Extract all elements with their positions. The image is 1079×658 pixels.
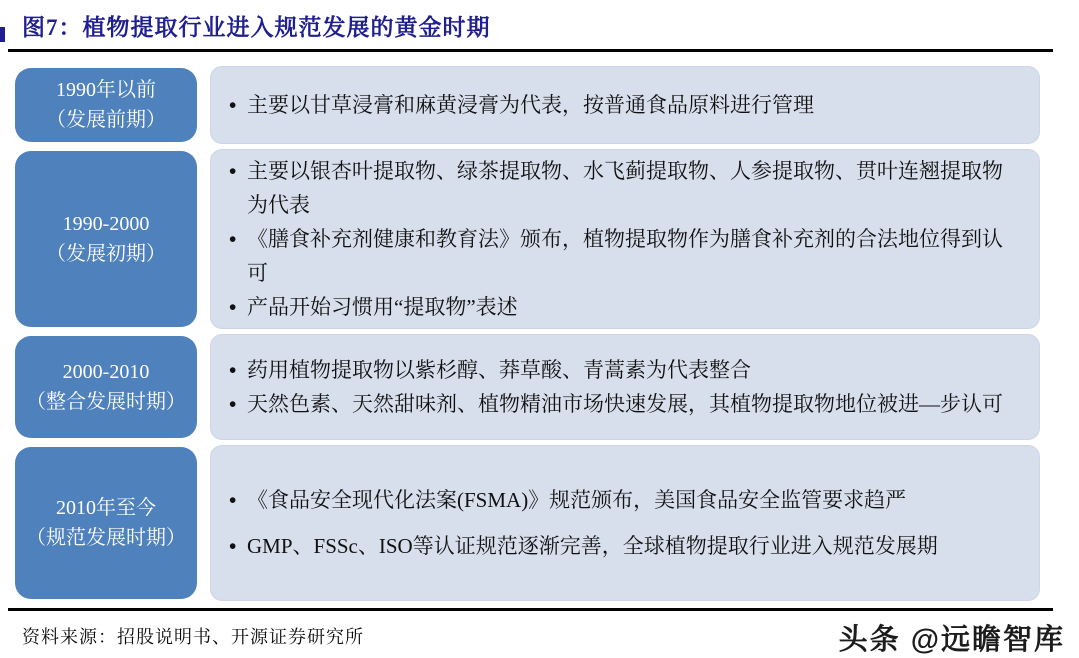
bullet-item xyxy=(229,353,1013,387)
figure-title: 图7：植物提取行业进入规范发展的黄金时期 xyxy=(22,15,491,40)
bullet-icon: • xyxy=(229,392,237,416)
bullet-item xyxy=(229,529,1013,563)
title-underline xyxy=(8,49,1053,52)
bullet-icon: • xyxy=(229,93,237,117)
bullet-item xyxy=(229,387,1013,421)
phase-content-box xyxy=(210,445,1040,601)
phase-name: （发展前期） xyxy=(46,109,166,131)
bullet-text: 产品开始习惯用“提取物”表述 xyxy=(247,295,518,319)
bullet-item xyxy=(229,290,1013,324)
phase-name: （规范发展时期） xyxy=(26,527,186,549)
phase-period: 2000-2010 xyxy=(62,361,150,383)
phase-period: 2010年至今 xyxy=(56,497,156,519)
phase-name: （整合发展时期） xyxy=(26,391,186,413)
phase-name: （发展初期） xyxy=(46,243,166,265)
left-edge-mark xyxy=(0,27,5,42)
timeline xyxy=(0,66,1079,601)
bullet-item xyxy=(229,483,1013,517)
phase-label-box xyxy=(15,336,197,438)
source-note: 资料来源：招股说明书、开源证券研究所 xyxy=(22,627,364,647)
bullet-text: 药用植物提取物以紫杉醇、莽草酸、青蒿素为代表整合 xyxy=(247,358,751,382)
phase-label-box xyxy=(15,68,197,142)
timeline-row-1990-2000 xyxy=(15,149,1040,329)
bullet-text: 主要以甘草浸膏和麻黄浸膏为代表，按普通食品原料进行管理 xyxy=(247,93,814,117)
bullet-icon: • xyxy=(229,159,237,183)
bullet-text: 天然色素、天然甜味剂、植物精油市场快速发展，其植物提取物地位被进—步认可 xyxy=(247,392,1003,416)
phase-period: 1990年以前 xyxy=(56,79,156,101)
timeline-row-1990-before xyxy=(15,66,1040,144)
footer xyxy=(22,617,1065,658)
bullet-icon: • xyxy=(229,358,237,382)
bullet-icon: • xyxy=(229,488,237,512)
bullet-text: GMP、FSSc、ISO等认证规范逐渐完善，全球植物提取行业进入规范发展期 xyxy=(247,534,938,558)
phase-content-box xyxy=(210,149,1040,329)
bullet-text: 《食品安全现代化法案(FSMA)》规范颁布，美国食品安全监管要求趋严 xyxy=(247,488,907,512)
timeline-row-2000-2010 xyxy=(15,334,1040,440)
bullet-text: 《膳食补充剂健康和教育法》颁布，植物提取物作为膳食补充剂的合法地位得到认可 xyxy=(247,227,1003,285)
bullet-text: 主要以银杏叶提取物、绿茶提取物、水飞蓟提取物、人参提取物、贯叶连翘提取物为代表 xyxy=(247,159,1003,217)
bullet-item xyxy=(229,222,1013,290)
watermark: 头条 @远瞻智库 xyxy=(838,624,1065,656)
phase-label-box xyxy=(15,447,197,599)
bullet-item xyxy=(229,88,1013,122)
phase-content-box xyxy=(210,334,1040,440)
bullet-icon: • xyxy=(229,534,237,558)
footer-divider xyxy=(8,608,1053,611)
bullet-item xyxy=(229,154,1013,222)
phase-period: 1990-2000 xyxy=(62,213,150,235)
timeline-row-2010-now xyxy=(15,445,1040,601)
bullet-icon: • xyxy=(229,227,237,251)
phase-content-box xyxy=(210,66,1040,144)
phase-label-box xyxy=(15,151,197,327)
bullet-icon: • xyxy=(229,295,237,319)
